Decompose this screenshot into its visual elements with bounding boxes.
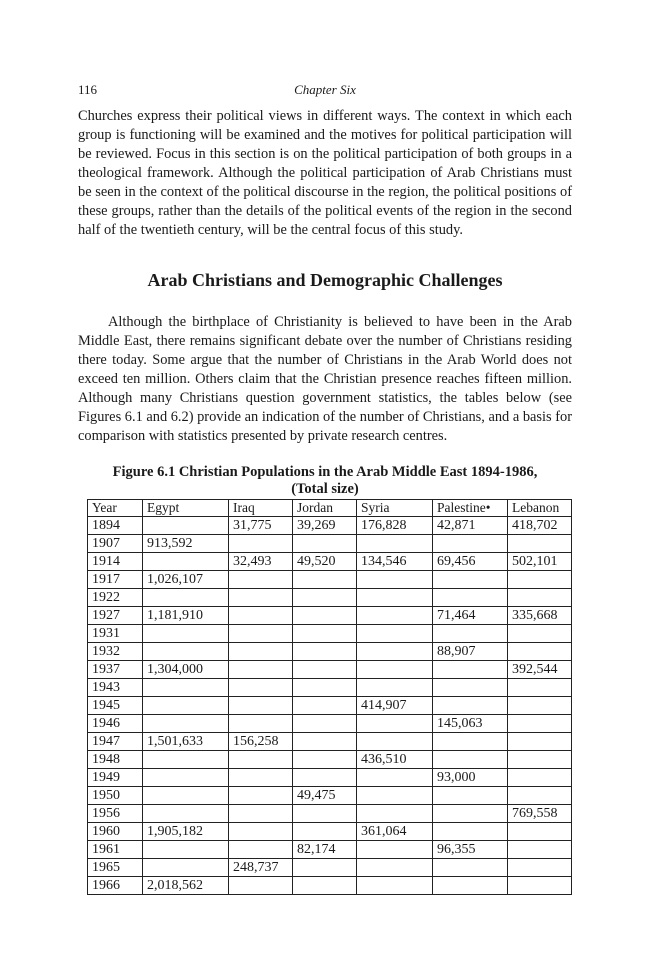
cell-iraq (229, 643, 293, 661)
cell-year: 1949 (88, 769, 143, 787)
cell-syria (357, 661, 433, 679)
table-body (88, 517, 572, 895)
cell-egypt (143, 859, 229, 877)
cell-egypt (143, 517, 229, 535)
cell-lebanon: 769,558 (508, 805, 572, 823)
cell-palestine: 69,456 (433, 553, 508, 571)
cell-jordan (293, 625, 357, 643)
running-head: Chapter Six (294, 82, 356, 97)
cell-lebanon: 335,668 (508, 607, 572, 625)
cell-year: 1960 (88, 823, 143, 841)
cell-palestine (433, 571, 508, 589)
cell-iraq (229, 589, 293, 607)
table-row (88, 859, 572, 877)
table-row (88, 733, 572, 751)
cell-jordan (293, 805, 357, 823)
cell-syria: 134,546 (357, 553, 433, 571)
intro-paragraph: Churches express their political views in different ways. The context in which each group is functioning will be examined and the motives for political participation will be reviewed. Focus in this section is on the political participation of both groups in a theological framework. Although the political participation of Arab Christians must be seen in the context of the political discourse in the region, the political positions of these groups, rather than the details of the political events of the region in the second half of the twentieth century, will be the central focus of this study. (78, 108, 572, 238)
cell-jordan (293, 643, 357, 661)
cell-lebanon (508, 859, 572, 877)
table-row (88, 769, 572, 787)
cell-iraq (229, 787, 293, 805)
cell-palestine (433, 535, 508, 553)
cell-egypt (143, 787, 229, 805)
cell-year: 1932 (88, 643, 143, 661)
cell-jordan (293, 751, 357, 769)
cell-syria (357, 787, 433, 805)
cell-iraq (229, 841, 293, 859)
header-syria: Syria (357, 500, 433, 517)
cell-year: 1945 (88, 697, 143, 715)
table-row (88, 841, 572, 859)
cell-egypt (143, 751, 229, 769)
cell-palestine: 71,464 (433, 607, 508, 625)
header-iraq: Iraq (229, 500, 293, 517)
cell-year: 1965 (88, 859, 143, 877)
cell-iraq (229, 805, 293, 823)
header-egypt: Egypt (143, 500, 229, 517)
cell-iraq (229, 877, 293, 895)
cell-egypt: 913,592 (143, 535, 229, 553)
cell-jordan (293, 877, 357, 895)
cell-jordan (293, 535, 357, 553)
cell-syria (357, 769, 433, 787)
cell-syria (357, 625, 433, 643)
cell-egypt (143, 589, 229, 607)
cell-year: 1922 (88, 589, 143, 607)
table-row (88, 751, 572, 769)
table-row (88, 877, 572, 895)
cell-syria (357, 805, 433, 823)
page-number: 116 (78, 82, 98, 97)
cell-palestine (433, 751, 508, 769)
cell-palestine (433, 823, 508, 841)
table-row (88, 625, 572, 643)
table-row (88, 643, 572, 661)
cell-jordan (293, 589, 357, 607)
cell-egypt (143, 841, 229, 859)
cell-egypt: 1,501,633 (143, 733, 229, 751)
cell-iraq: 31,775 (229, 517, 293, 535)
cell-jordan (293, 823, 357, 841)
cell-egypt: 2,018,562 (143, 877, 229, 895)
table-row (88, 553, 572, 571)
table-header-row (88, 500, 572, 517)
cell-lebanon (508, 787, 572, 805)
table-row (88, 697, 572, 715)
header-lebanon: Lebanon (508, 500, 572, 517)
cell-lebanon: 418,702 (508, 517, 572, 535)
table-row (88, 805, 572, 823)
cell-lebanon (508, 823, 572, 841)
cell-lebanon (508, 751, 572, 769)
cell-jordan (293, 733, 357, 751)
cell-jordan (293, 661, 357, 679)
cell-year: 1917 (88, 571, 143, 589)
cell-lebanon (508, 715, 572, 733)
cell-palestine: 88,907 (433, 643, 508, 661)
cell-iraq: 156,258 (229, 733, 293, 751)
cell-jordan: 49,475 (293, 787, 357, 805)
cell-jordan: 39,269 (293, 517, 357, 535)
cell-palestine (433, 805, 508, 823)
cell-lebanon (508, 769, 572, 787)
cell-syria: 176,828 (357, 517, 433, 535)
cell-iraq (229, 535, 293, 553)
cell-iraq (229, 625, 293, 643)
cell-egypt (143, 715, 229, 733)
cell-year: 1950 (88, 787, 143, 805)
cell-lebanon (508, 625, 572, 643)
cell-year: 1894 (88, 517, 143, 535)
cell-palestine: 42,871 (433, 517, 508, 535)
figure-caption-title: Figure 6.1 Christian Populations in the Arab Middle East 1894-1986, (112, 464, 538, 480)
cell-syria (357, 877, 433, 895)
section-paragraph: Although the birthplace of Christianity is believed to have been in the Arab Middle East, there remains significant debate over the number of Christians residing there today. Some argue that the number of Christians in the Arab World does not exceed ten million. Others claim that the Christian presence reaches fifteen million. Although many Christians question government statistics, the tables below (see Figures 6.1 and 6.2) provide an indication of the number of Christians, and a basis for comparison with statistics presented by private research centres. (78, 314, 572, 444)
cell-egypt (143, 553, 229, 571)
cell-iraq (229, 751, 293, 769)
cell-jordan: 49,520 (293, 553, 357, 571)
cell-syria: 414,907 (357, 697, 433, 715)
cell-palestine (433, 589, 508, 607)
cell-syria (357, 679, 433, 697)
cell-lebanon (508, 643, 572, 661)
cell-year: 1914 (88, 553, 143, 571)
cell-iraq (229, 823, 293, 841)
cell-year: 1961 (88, 841, 143, 859)
table-row (88, 607, 572, 625)
cell-palestine (433, 679, 508, 697)
cell-syria (357, 571, 433, 589)
cell-syria: 436,510 (357, 751, 433, 769)
cell-palestine: 145,063 (433, 715, 508, 733)
cell-syria (357, 535, 433, 553)
cell-lebanon (508, 733, 572, 751)
cell-iraq (229, 697, 293, 715)
table-row (88, 823, 572, 841)
cell-lebanon (508, 841, 572, 859)
cell-lebanon (508, 535, 572, 553)
cell-palestine (433, 661, 508, 679)
cell-lebanon (508, 877, 572, 895)
cell-year: 1927 (88, 607, 143, 625)
cell-palestine: 96,355 (433, 841, 508, 859)
cell-jordan (293, 769, 357, 787)
cell-year: 1956 (88, 805, 143, 823)
cell-palestine (433, 697, 508, 715)
table-row (88, 661, 572, 679)
cell-iraq (229, 715, 293, 733)
table-row (88, 787, 572, 805)
cell-lebanon: 392,544 (508, 661, 572, 679)
table-row (88, 715, 572, 733)
cell-palestine (433, 625, 508, 643)
cell-jordan: 82,174 (293, 841, 357, 859)
cell-egypt (143, 805, 229, 823)
cell-palestine (433, 859, 508, 877)
cell-iraq: 248,737 (229, 859, 293, 877)
cell-syria (357, 643, 433, 661)
cell-year: 1946 (88, 715, 143, 733)
section-heading: Arab Christians and Demographic Challenges (147, 270, 503, 290)
population-table (87, 499, 572, 895)
figure-caption-subtitle: (Total size) (291, 481, 359, 497)
cell-egypt (143, 769, 229, 787)
cell-egypt: 1,905,182 (143, 823, 229, 841)
cell-lebanon (508, 697, 572, 715)
cell-egypt (143, 679, 229, 697)
cell-jordan (293, 679, 357, 697)
cell-lebanon (508, 589, 572, 607)
cell-iraq (229, 679, 293, 697)
table-row (88, 517, 572, 535)
cell-palestine (433, 787, 508, 805)
cell-jordan (293, 607, 357, 625)
cell-egypt: 1,181,910 (143, 607, 229, 625)
cell-iraq (229, 769, 293, 787)
cell-iraq (229, 661, 293, 679)
cell-jordan (293, 859, 357, 877)
cell-jordan (293, 715, 357, 733)
cell-palestine: 93,000 (433, 769, 508, 787)
cell-year: 1931 (88, 625, 143, 643)
cell-year: 1966 (88, 877, 143, 895)
cell-syria (357, 715, 433, 733)
cell-egypt (143, 625, 229, 643)
cell-syria (357, 607, 433, 625)
cell-egypt (143, 643, 229, 661)
cell-syria (357, 841, 433, 859)
cell-year: 1947 (88, 733, 143, 751)
cell-year: 1937 (88, 661, 143, 679)
table-row (88, 571, 572, 589)
cell-jordan (293, 697, 357, 715)
cell-year: 1948 (88, 751, 143, 769)
cell-palestine (433, 877, 508, 895)
table-row (88, 589, 572, 607)
cell-iraq (229, 571, 293, 589)
cell-syria (357, 733, 433, 751)
cell-egypt (143, 697, 229, 715)
header-palestine: Palestine• (433, 500, 508, 517)
cell-iraq (229, 607, 293, 625)
cell-syria (357, 859, 433, 877)
cell-syria: 361,064 (357, 823, 433, 841)
table-row (88, 679, 572, 697)
cell-egypt: 1,026,107 (143, 571, 229, 589)
cell-lebanon (508, 571, 572, 589)
cell-iraq: 32,493 (229, 553, 293, 571)
figure-caption (78, 464, 572, 498)
header-jordan: Jordan (293, 500, 357, 517)
cell-year: 1907 (88, 535, 143, 553)
cell-lebanon: 502,101 (508, 553, 572, 571)
cell-jordan (293, 571, 357, 589)
cell-egypt: 1,304,000 (143, 661, 229, 679)
cell-year: 1943 (88, 679, 143, 697)
header-year: Year (88, 500, 143, 517)
cell-lebanon (508, 679, 572, 697)
cell-syria (357, 589, 433, 607)
cell-palestine (433, 733, 508, 751)
table-row (88, 535, 572, 553)
